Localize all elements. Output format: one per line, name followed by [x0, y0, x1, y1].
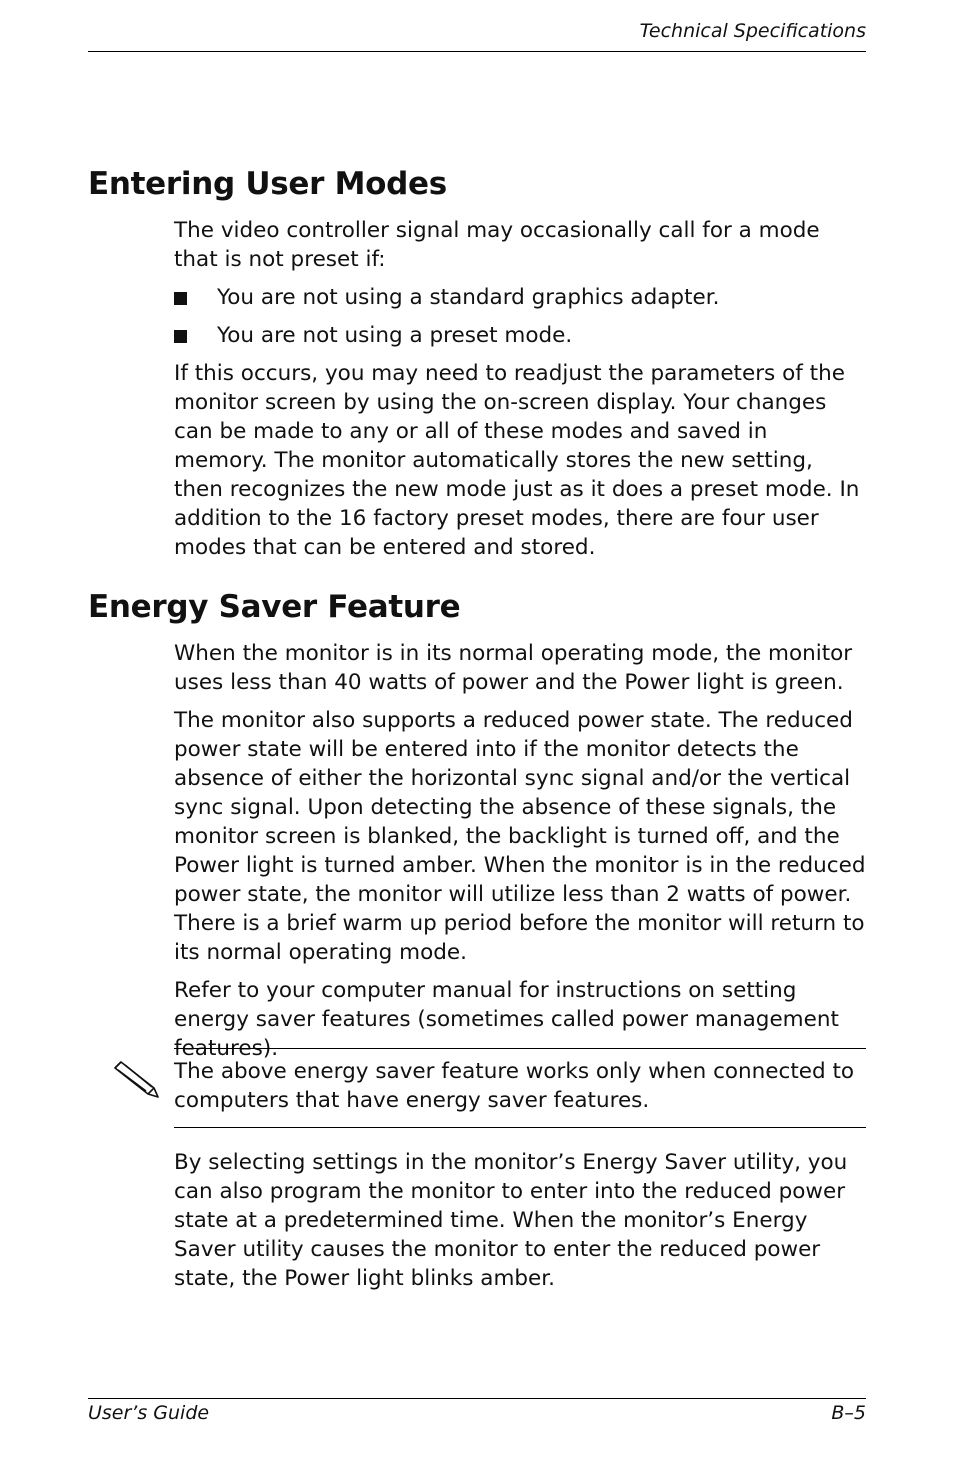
body-paragraph: The monitor also supports a reduced power state. The reduced power state will be entered into if the monitor detects the absence of either the horizontal sync signal and/or the vertical sync signal. Upon detecting the absence of these signals, the monitor screen is blanked, the backlight is turned off, and the Power light is turned amber. When the monitor is in the reduced power state, the monitor will utilize less than 2 watts of power. There is a brief warm up period before the monitor will return to its normal operating mode. [174, 708, 866, 965]
footer-title: User’s Guide [88, 1402, 210, 1424]
section-title-user-modes: Entering User Modes [88, 166, 447, 202]
square-bullet-icon [174, 292, 187, 305]
list-item-text: You are not using a standard graphics adapter. [217, 285, 720, 310]
section-title-energy-saver: Energy Saver Feature [88, 589, 461, 625]
list-item-text: You are not using a preset mode. [217, 323, 573, 348]
running-head: Technical Specifications [639, 20, 866, 42]
closing-block [174, 1148, 866, 1302]
pencil-note-icon [112, 1060, 164, 1100]
note-box [174, 1048, 866, 1128]
square-bullet-icon [174, 330, 187, 343]
body-paragraph: When the monitor is in its normal operating mode, the monitor uses less than 40 watts of power and the Power light is green. [174, 641, 853, 695]
section-body-energy-saver [174, 639, 866, 1072]
header-rule [88, 51, 866, 52]
footer-rule [88, 1398, 866, 1399]
body-paragraph: If this occurs, you may need to readjust the parameters of the monitor screen by using the on-screen display. Your changes can be made to any or all of these modes and saved in memory. The monitor automatically stores the new setting, then recognizes the new mode just as it does a preset mode. In addition to the 16 factory preset modes, there are four user modes that can be entered and stored. [174, 361, 860, 560]
section-body-user-modes [174, 216, 866, 571]
body-paragraph: By selecting settings in the monitor’s Energy Saver utility, you can also program the monitor to enter into the reduced power state at a predetermined time. When the monitor’s Energy Saver utility causes the monitor to enter the reduced power state, the Power light blinks amber. [174, 1150, 848, 1291]
intro-paragraph: The video controller signal may occasionally call for a mode that is not preset if: [174, 218, 820, 272]
note-text: The above energy saver feature works only when connected to computers that have energy saver features. [174, 1059, 855, 1113]
bullet-list [174, 283, 866, 350]
list-item [174, 321, 866, 350]
body-paragraph: Refer to your computer manual for instructions on setting energy saver features (sometimes called power management features). [174, 978, 839, 1061]
page-number: B–5 [831, 1402, 866, 1424]
list-item [174, 283, 866, 312]
